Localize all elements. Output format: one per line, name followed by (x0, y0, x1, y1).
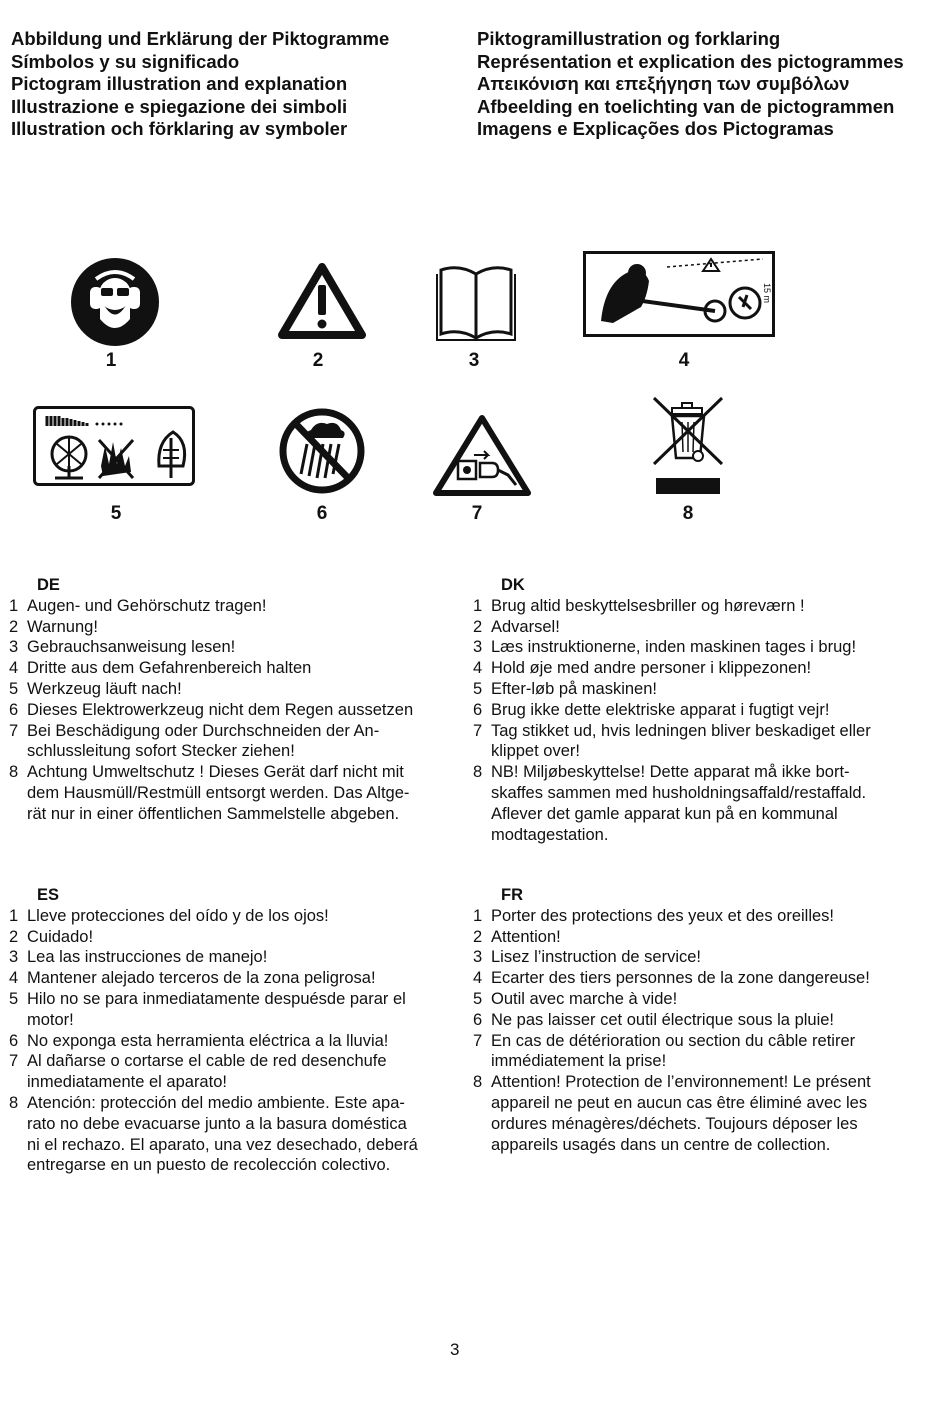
item-text: schlussleitung sofort Stecker ziehen! (27, 742, 295, 761)
item-text: Efter-løb på maskinen! (491, 679, 657, 698)
item-number: 6 (9, 700, 19, 719)
list-item (473, 721, 913, 763)
item-number: 8 (473, 763, 483, 782)
list-item (473, 947, 913, 968)
pictogram-number: 8 (682, 503, 694, 524)
item-text: Al dañarse o cortarse el cable de red desenchufe (27, 1052, 387, 1071)
tool-runs-on-icon (33, 406, 195, 491)
language-code: ES (37, 886, 60, 904)
item-number: 7 (9, 1052, 19, 1071)
item-number: 1 (9, 596, 19, 615)
item-text: ordures ménagères/déchets. Toujours déposer les (491, 1114, 858, 1133)
item-text: En cas de détérioration ou section du câble retirer (491, 1031, 856, 1050)
list-item (9, 617, 449, 638)
item-text: Attention! (491, 927, 561, 946)
language-code: FR (501, 886, 523, 904)
item-text: entregarse en un puesto de recolección colectivo. (27, 1156, 391, 1175)
item-number: 5 (9, 989, 19, 1008)
item-number: 6 (473, 700, 483, 719)
section-dk (473, 575, 913, 845)
item-text: immédiatement la prise! (491, 1052, 667, 1071)
list-item (473, 1010, 913, 1031)
item-number: 8 (9, 1093, 19, 1112)
list-item (9, 947, 449, 968)
header-title-fr: Représentation et explication des pictogrammes (477, 50, 904, 72)
header-left (11, 28, 389, 141)
item-text: Ecarter des tiers personnes de la zone dangereuse! (491, 969, 870, 988)
item-number: 1 (9, 906, 19, 925)
keep-distance-icon (583, 251, 775, 342)
item-text: rät nur in einer öffentlichen Sammelstelle abgeben. (27, 804, 400, 823)
item-text: Augen- und Gehörschutz tragen! (27, 596, 267, 615)
list-item (9, 989, 449, 1031)
list-item (9, 700, 449, 721)
item-number: 6 (473, 1010, 483, 1029)
item-number: 5 (9, 679, 19, 698)
list-item (473, 596, 913, 617)
header-right (477, 28, 904, 141)
section-es (9, 885, 449, 1176)
item-number: 2 (473, 617, 483, 636)
section-de (9, 575, 449, 825)
list-item (9, 906, 449, 927)
list-item (9, 637, 449, 658)
item-number: 2 (473, 927, 483, 946)
item-number: 1 (473, 596, 483, 615)
header-title-es: Símbolos y su significado (11, 50, 240, 72)
item-number: 3 (9, 948, 19, 967)
list-item (473, 700, 913, 721)
item-text: Hilo no se para inmediatamente despuésde parar el (27, 989, 406, 1008)
no-rain-icon (277, 408, 367, 499)
item-number: 3 (473, 948, 483, 967)
header-title-nl: Afbeelding en toelichting van de pictogrammen (477, 95, 895, 117)
item-number: 4 (473, 969, 483, 988)
item-number: 1 (473, 906, 483, 925)
list-item (9, 721, 449, 763)
pictogram-number: 7 (471, 503, 483, 524)
item-text: Porter des protections des yeux et des oreilles! (491, 906, 835, 925)
list-item (473, 906, 913, 927)
item-text: inmediatamente el aparato! (27, 1073, 227, 1092)
language-code: DE (37, 576, 60, 594)
item-text: klippet over! (491, 742, 580, 761)
item-text: Atención: protección del medio ambiente. Este apa- (27, 1093, 405, 1112)
list-item (473, 989, 913, 1010)
list-item (9, 596, 449, 617)
list-item (473, 968, 913, 989)
header-title-it: Illustrazione e spiegazione dei simboli (11, 95, 348, 117)
item-number: 7 (473, 1031, 483, 1050)
item-number: 2 (9, 927, 19, 946)
distance-label: 15 m (762, 283, 772, 304)
list-item (473, 762, 913, 845)
list-item (9, 658, 449, 679)
item-number: 4 (9, 659, 19, 678)
item-number: 8 (473, 1073, 483, 1092)
list-item (473, 679, 913, 700)
item-text: Ne pas laisser cet outil électrique sous la pluie! (491, 1010, 835, 1029)
item-text: motor! (27, 1010, 74, 1029)
pictogram-number: 6 (316, 503, 328, 524)
list-item (473, 927, 913, 948)
item-text: Aflever det gamle apparat kun på en kommunal (491, 804, 838, 823)
item-text: Attention! Protection de l’environnement! Le présent (491, 1073, 871, 1092)
item-text: ni el rechazo. El aparato, una vez desechado, deberá (27, 1135, 418, 1154)
header-title-de: Abbildung und Erklärung der Piktogramme (11, 28, 390, 49)
item-text: Lisez l’instruction de service! (491, 948, 702, 967)
item-text: Advarsel! (491, 617, 560, 636)
item-number: 4 (473, 659, 483, 678)
unplug-cable-icon (432, 413, 532, 502)
item-text: No exponga esta herramienta eléctrica a la lluvia! (27, 1031, 389, 1050)
item-text: Læs instruktionerne, inden maskinen tages i brug! (491, 638, 857, 657)
pictogram-number: 2 (312, 350, 324, 371)
pictogram-number: 5 (110, 503, 122, 524)
list-item (9, 762, 449, 824)
item-text: Achtung Umweltschutz ! Dieses Gerät darf nicht mit (27, 763, 404, 782)
eye-ear-protection-icon (70, 257, 160, 352)
item-text: Bei Beschädigung oder Durchschneiden der An- (27, 721, 380, 740)
item-number: 5 (473, 679, 483, 698)
item-number: 4 (9, 969, 19, 988)
header-title-dk: Piktogramillustration og forklaring (477, 28, 781, 49)
list-item (473, 637, 913, 658)
item-number: 5 (473, 989, 483, 1008)
item-text: Outil avec marche à vide! (491, 989, 678, 1008)
list-item (9, 679, 449, 700)
pictogram-number: 4 (678, 350, 690, 371)
item-number: 8 (9, 763, 19, 782)
list-item (9, 1093, 449, 1176)
pictogram-number: 3 (468, 350, 480, 371)
item-text: skaffes sammen med husholdningsaffald/restaffald. (491, 783, 867, 802)
header-title-pt: Imagens e Explicações dos Pictogramas (477, 118, 834, 139)
item-text: Cuidado! (27, 927, 94, 946)
item-text: Lea las instrucciones de manejo! (27, 948, 268, 967)
header-title-en: Pictogram illustration and explanation (11, 73, 348, 94)
item-text: appareil ne peut en aucun cas être éliminé avec les (491, 1093, 868, 1112)
warning-triangle-icon (278, 263, 366, 344)
item-text: appareils usagés dans un centre de collection. (491, 1135, 831, 1154)
item-text: Mantener alejado terceros de la zona peligrosa! (27, 969, 376, 988)
item-number: 3 (473, 638, 483, 657)
list-item (9, 927, 449, 948)
item-text: Lleve protecciones del oído y de los ojos! (27, 906, 329, 925)
item-text: dem Hausmüll/Restmüll entsorgt werden. Das Altge- (27, 783, 410, 802)
section-fr (473, 885, 913, 1155)
page-number: 3 (450, 1340, 460, 1359)
list-item (473, 1031, 913, 1073)
list-item (473, 617, 913, 638)
open-manual-icon (435, 262, 517, 347)
item-text: rato no debe evacuarse junto a la basura doméstica (27, 1114, 407, 1133)
item-text: Brug ikke dette elektriske apparat i fugtigt vejr! (491, 700, 830, 719)
item-number: 3 (9, 638, 19, 657)
pictogram-number: 1 (105, 350, 117, 371)
list-item (9, 968, 449, 989)
item-text: Werkzeug läuft nach! (27, 679, 182, 698)
item-text: Tag stikket ud, hvis ledningen bliver beskadiget eller (491, 721, 871, 740)
item-text: Dieses Elektrowerkzeug nicht dem Regen aussetzen (27, 700, 414, 719)
item-text: modtagestation. (491, 825, 609, 844)
item-text: Warnung! (27, 617, 98, 636)
item-text: Brug altid beskyttelsesbriller og høreværn ! (491, 596, 805, 615)
weee-crossed-bin-icon (650, 394, 726, 501)
item-number: 6 (9, 1031, 19, 1050)
list-item (9, 1051, 449, 1093)
item-text: Dritte aus dem Gefahrenbereich halten (27, 659, 312, 678)
header-title-gr: Απεικόνιση και επεξήγηση των συμβόλων (477, 73, 850, 94)
item-number: 7 (9, 721, 19, 740)
item-number: 2 (9, 617, 19, 636)
item-number: 7 (473, 721, 483, 740)
list-item (473, 658, 913, 679)
item-text: Hold øje med andre personer i klippezonen! (491, 659, 812, 678)
list-item (9, 1031, 449, 1052)
header-title-se: Illustration och förklaring av symboler (11, 118, 348, 139)
item-text: NB! Miljøbeskyttelse! Dette apparat må ikke bort- (491, 763, 850, 782)
language-code: DK (501, 576, 525, 594)
item-text: Gebrauchsanweisung lesen! (27, 638, 236, 657)
list-item (473, 1072, 913, 1155)
